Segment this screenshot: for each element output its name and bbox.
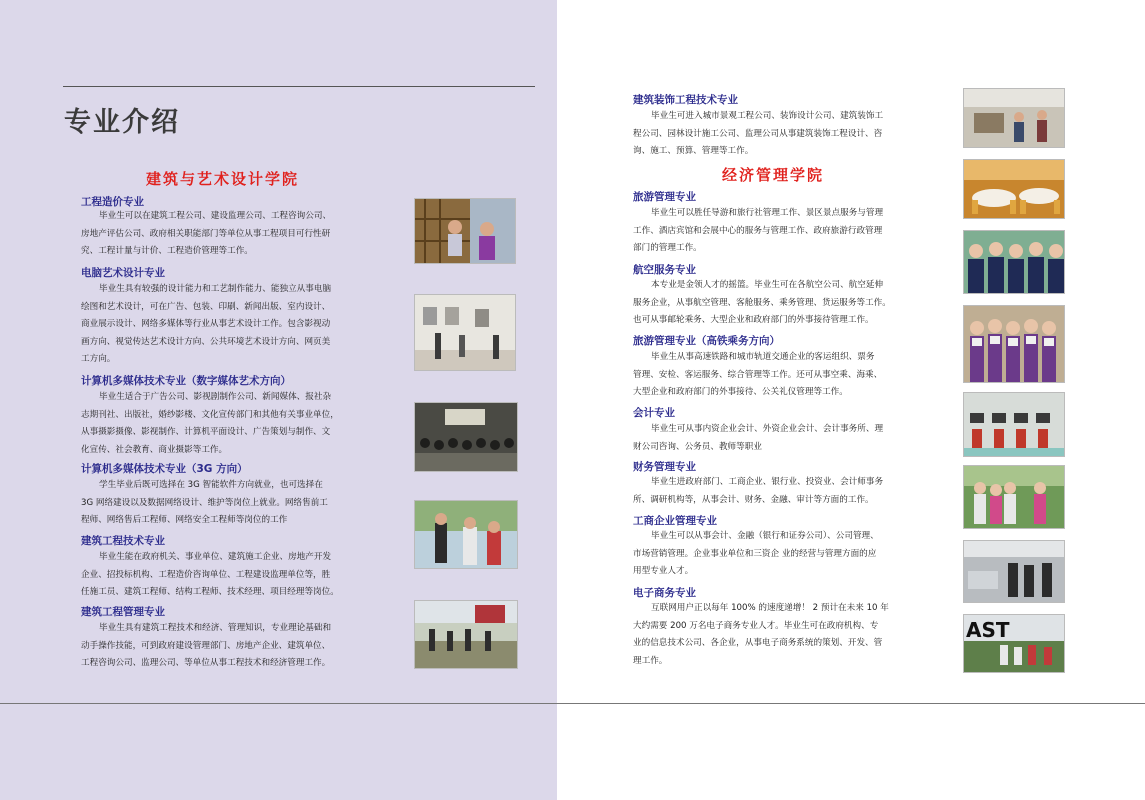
major-description: 毕业生具有建筑工程技术和经济、管理知识，专业理论基础和 动手操作技能，可到政府建设管理部门、房地产企业、建筑单位、 工程咨询公司、监理公司、等单位从事工程技术和经济管理工作。	[81, 623, 332, 669]
photo-surveying-students	[414, 500, 518, 569]
photo-lecture-hall	[414, 402, 518, 472]
major-description: 毕业生能在政府机关、事业单位、建筑施工企业、房地产开发 企业、招投标机构、工程造价咨询单位、工程建设监理单位等，胜 任施工员、建筑工程师、结构工程师、技术经理、项目经理等岗位。	[81, 552, 339, 598]
major-title: 工商企业管理专业	[633, 515, 717, 527]
photo-banquet-hall	[963, 159, 1065, 219]
college-title-economics: 经济管理学院	[722, 166, 825, 184]
major-title: 旅游管理专业（高铁乘务方向）	[633, 335, 780, 347]
page-title: 专业介绍	[64, 107, 180, 138]
major-title: 计算机多媒体技术专业（数字媒体艺术方向）	[81, 375, 291, 387]
major-description: 毕业生可以从事会计、金融（银行和证券公司）、公司管理、 市场营销管理。企业事业单位和三资企 业的经营与管理方面的应 用型专业人才。	[633, 531, 879, 577]
top-divider	[63, 86, 535, 87]
major-description: 毕业生从事高速铁路和城市轨道交通企业的客运组织、票务 管理、安检、客运服务、综合管理等工作。还可从事空乘、海乘、 大型企业和政府部门的外事接待、公关礼仪管理等工作。	[633, 352, 883, 398]
major-title: 计算机多媒体技术专业（3G 方向）	[81, 463, 248, 475]
photo-decoration-workshop	[963, 88, 1065, 148]
major-description: 毕业生具有较强的设计能力和工艺制作能力、能独立从事电脑 绘图和艺术设计，可在广告、包装、印刷、新闻出版、室内设计、 商业展示设计、网络多媒体等行业从事艺术设计工作。包含影视动 画方向、视觉传达艺术设计方向、公共环境艺术设计方向、网页美 工方向。	[81, 284, 332, 365]
major-title: 旅游管理专业	[633, 191, 696, 203]
major-title: 工程造价专业	[81, 196, 144, 208]
major-description: 学生毕业后既可选择在 3G 智能软件方向就业，也可选择在 3G 网络建设以及数据网络设计、维护等岗位上就业。网络售前工 程师、网络售后工程师、网络安全工程师等岗位的工作	[81, 480, 328, 526]
bottom-divider	[0, 703, 1145, 704]
photo-business-office	[963, 540, 1065, 603]
photo-computer-lab	[963, 392, 1065, 457]
major-description: 本专业是金领人才的摇篮。毕业生可在各航空公司、航空延伸 服务企业，从事航空管理、客舱服务、乘务管理、货运服务等工作。 也可从事邮轮乘务、大型企业和政府部门的外事接待管理工作。	[633, 280, 891, 326]
photo-flight-attendants	[963, 230, 1065, 294]
major-description: 毕业生可从事内资企业会计、外资企业会计、会计事务所、理 财公司咨询、公务员、教师等职业	[633, 424, 884, 452]
major-title: 建筑装饰工程技术专业	[633, 94, 738, 106]
college-title-architecture: 建筑与艺术设计学院	[146, 170, 300, 188]
major-description: 毕业生可以胜任导游和旅行社管理工作、景区景点服务与管理 工作、酒店宾馆和会展中心的服务与管理工作、政府旅游行政管理 部门的管理工作。	[633, 208, 884, 254]
major-title: 会计专业	[633, 407, 675, 419]
photo-ast-sign	[963, 614, 1065, 673]
major-title: 建筑工程技术专业	[81, 535, 165, 547]
major-description: 毕业生可进入城市景观工程公司、装饰设计公司、建筑装饰工 程公司、园林设计施工公司、监理公司从事建筑装饰工程设计、咨 询、施工、预算、管理等工作。	[633, 111, 884, 157]
major-title: 财务管理专业	[633, 461, 696, 473]
photo-art-exhibition	[414, 294, 516, 371]
major-description: 毕业生适合于广告公司、影视剧制作公司、新闻媒体、报社杂 志期刊社、出版社，婚纱影楼、文化宣传部门和其他有关事业单位， 从事摄影摄像、影视制作、计算机平面设计、广告策划与制作、文 化宣传、社会教育、商业摄影等工作。	[81, 392, 339, 455]
major-title: 航空服务专业	[633, 264, 696, 276]
major-title: 建筑工程管理专业	[81, 606, 165, 618]
major-description: 毕业生可以在建筑工程公司、建设监理公司、工程咨询公司、 房地产评估公司、政府相关职能部门等单位从事工程项目可行性研 究、工程计量与计价、工程造价管理等工作。	[81, 211, 332, 257]
major-description: 毕业生进政府部门、工商企业、银行业、投资业、会计师事务 所、调研机构等，从事会计、财务、金融、审计等方面的工作。	[633, 477, 884, 505]
major-title: 电脑艺术设计专业	[81, 267, 165, 279]
major-title: 电子商务专业	[633, 587, 696, 599]
photo-railway-attendants	[963, 305, 1065, 383]
photo-student-group	[963, 465, 1065, 529]
major-description: 互联网用户正以每年 100% 的速度递增！ 2 预计在未来 10 年 大约需要 200 万名电子商务专业人才。毕业生可在政府机构、专 业的信息技术公司、各企业，从事电子商务系统的策划、开发、管 理工作。	[633, 603, 889, 666]
ast-sign-text: AST	[966, 618, 1010, 642]
photo-construction-site	[414, 198, 516, 264]
photo-outdoor-survey	[414, 600, 518, 669]
